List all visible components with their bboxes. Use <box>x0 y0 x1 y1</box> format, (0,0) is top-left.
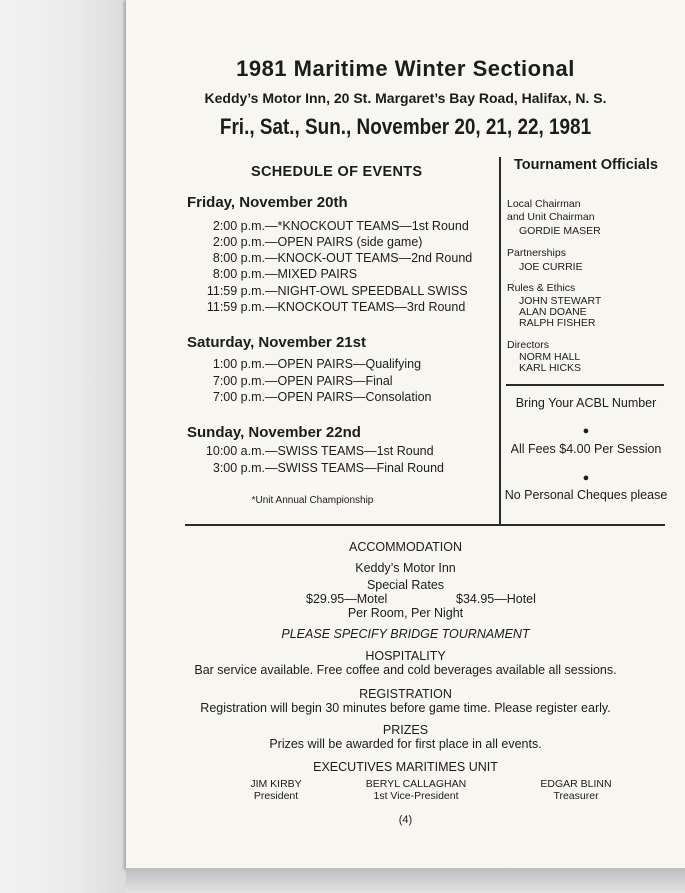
page-number: (4) <box>398 814 413 826</box>
accommodation-heading: ACCOMMODATION <box>349 540 462 554</box>
hospitality-text: Bar service available. Free coffee and cold beverages available all sessions. <box>194 663 617 677</box>
document-page <box>126 0 685 870</box>
event-time: 10:00 a.m. <box>205 444 265 458</box>
executive-name: EDGAR BLINN <box>540 778 612 790</box>
event-name: —OPEN PAIRS (side game) <box>265 235 423 249</box>
official-name: RALPH FISHER <box>519 317 596 329</box>
executive-name: BERYL CALLAGHAN <box>365 778 467 790</box>
official-name: KARL HICKS <box>519 362 582 374</box>
event-name: —OPEN PAIRS—Final <box>265 374 393 388</box>
accommodation-special: Special Rates <box>366 578 445 592</box>
officials-divider <box>506 384 664 386</box>
prizes-heading: PRIZES <box>382 723 429 737</box>
schedule-event <box>187 357 421 371</box>
schedule-event <box>187 235 422 249</box>
event-name: —MIXED PAIRS <box>265 267 358 281</box>
day-heading: Sunday, November 22nd <box>187 424 361 441</box>
executive-member <box>511 778 641 802</box>
official-name: NORM HALL <box>519 351 581 363</box>
accommodation-specify: PLEASE SPECIFY BRIDGE TOURNAMENT <box>281 627 530 641</box>
footnote: *Unit Annual Championship <box>251 495 374 506</box>
schedule-event <box>187 444 434 458</box>
venue-line: Keddy’s Motor Inn, 20 St. Margaret’s Bay Road, Halifax, N. S. <box>204 90 607 106</box>
official-role: Local Chairman <box>507 198 581 210</box>
official-role: Partnerships <box>507 247 566 259</box>
accommodation-per: Per Room, Per Night <box>347 606 464 620</box>
background-left-margin <box>0 0 126 893</box>
event-time: 3:00 p.m. <box>212 461 265 475</box>
day-heading: Saturday, November 21st <box>187 334 366 351</box>
executive-title: Treasurer <box>553 790 599 802</box>
rate-motel: $29.95—Motel <box>306 592 388 606</box>
schedule-event <box>187 284 468 298</box>
day-heading: Friday, November 20th <box>187 194 348 211</box>
schedule-event <box>187 300 465 314</box>
official-name: JOE CURRIE <box>519 261 583 273</box>
event-time: 8:00 p.m. <box>212 267 265 281</box>
schedule-event <box>187 219 469 233</box>
officials-heading: Tournament Officials <box>514 157 658 173</box>
column-divider <box>499 157 501 525</box>
event-time: 8:00 p.m. <box>212 251 265 265</box>
event-time: 2:00 p.m. <box>212 219 265 233</box>
schedule-event <box>187 390 432 404</box>
official-role: Directors <box>507 339 550 351</box>
note-no-cheques: No Personal Cheques please <box>504 488 668 502</box>
event-time: 11:59 p.m. <box>206 284 265 298</box>
schedule-heading: SCHEDULE OF EVENTS <box>251 164 423 180</box>
official-role: and Unit Chairman <box>507 211 595 223</box>
rate-hotel: $34.95—Hotel <box>456 592 536 606</box>
page-bottom-shadow <box>126 868 685 893</box>
official-role: Rules & Ethics <box>507 282 576 294</box>
event-name: —SWISS TEAMS—Final Round <box>265 461 444 475</box>
event-name: —NIGHT-OWL SPEEDBALL SWISS <box>265 284 468 298</box>
bullet-icon: ● <box>582 472 590 484</box>
registration-heading: REGISTRATION <box>359 687 452 701</box>
official-name: ALAN DOANE <box>519 306 587 318</box>
official-name: GORDIE MASER <box>519 225 601 237</box>
bullet-icon: ● <box>582 425 590 437</box>
official-name: JOHN STEWART <box>519 295 602 307</box>
executive-title: President <box>253 790 299 802</box>
event-name: —KNOCK-OUT TEAMS—2nd Round <box>265 251 473 265</box>
event-time: 2:00 p.m. <box>212 235 265 249</box>
note-acbl-number: Bring Your ACBL Number <box>515 396 657 410</box>
executive-member <box>216 778 336 802</box>
schedule-event <box>187 251 472 265</box>
dates-line: Fri., Sat., Sun., November 20, 21, 22, 1981 <box>219 114 592 139</box>
schedule-event <box>187 267 357 281</box>
event-time: 7:00 p.m. <box>212 390 265 404</box>
section-divider <box>185 524 665 526</box>
schedule-event <box>187 461 444 475</box>
executives-heading: EXECUTIVES MARITIMES UNIT <box>313 760 498 774</box>
event-time: 7:00 p.m. <box>212 374 265 388</box>
note-fees: All Fees $4.00 Per Session <box>510 442 662 456</box>
page-title: 1981 Maritime Winter Sectional <box>236 56 575 81</box>
event-name: —KNOCKOUT TEAMS—3rd Round <box>265 300 466 314</box>
executive-member <box>341 778 491 802</box>
executive-name: JIM KIRBY <box>250 778 302 790</box>
event-name: —OPEN PAIRS—Qualifying <box>265 357 422 371</box>
event-name: —OPEN PAIRS—Consolation <box>265 390 432 404</box>
registration-text: Registration will begin 30 minutes before game time. Please register early. <box>200 701 611 715</box>
event-time: 1:00 p.m. <box>212 357 265 371</box>
prizes-text: Prizes will be awarded for first place in all events. <box>269 737 542 751</box>
executive-title: 1st Vice-President <box>373 790 459 802</box>
schedule-event <box>187 374 393 388</box>
hospitality-heading: HOSPITALITY <box>365 649 446 663</box>
event-time: 11:59 p.m. <box>206 300 265 314</box>
event-name: —*KNOCKOUT TEAMS—1st Round <box>265 219 469 233</box>
event-name: —SWISS TEAMS—1st Round <box>265 444 434 458</box>
accommodation-name: Keddy’s Motor Inn <box>355 561 456 575</box>
